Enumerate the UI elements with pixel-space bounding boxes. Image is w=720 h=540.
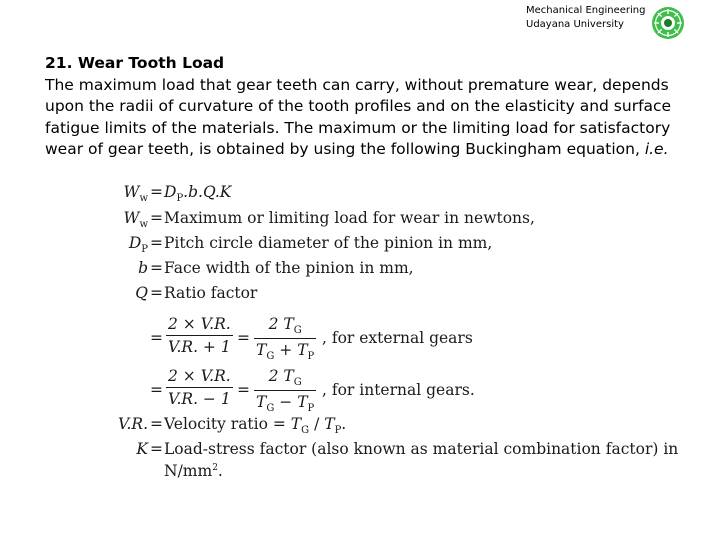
ext-den-1: V.R. + 1 [166,335,233,356]
ext-fraction-2 [254,315,316,362]
ext-den-2-op: + [274,341,298,359]
def-eq: = [150,209,163,227]
paragraph-ie: i.e. [644,140,669,158]
int-num-2: 2 T [268,367,294,385]
k-symbol: K [136,440,148,458]
def-symbol: D [128,234,142,252]
int-den-2b: T [297,393,308,411]
k-unit: N/mm [164,462,213,480]
def-eq: = [150,259,163,277]
vr-eq: = [150,415,163,433]
def-description: Ratio factor [164,284,258,302]
def-symbol-sub: P [141,244,148,255]
vr-t2-sub: P [334,425,342,436]
ext-den-2b-sub: P [307,351,315,362]
vr-t2: T [324,415,335,433]
paragraph-text: The maximum load that gear teeth can carry, without premature wear, depends upon the radii of curvature of the tooth profiles and on the elasticity and surface fatigue limits of the materials. The maximum or the limiting load for satisfactory wear of gear teeth, is obtained by using the following Buckingham equation, [45,75,672,158]
vr-description: Velocity ratio = [164,415,291,433]
buckingham-formula-block [100,181,700,481]
k-description: Load-stress factor (also known as material combination factor) in [164,440,679,458]
ext-fraction-1 [166,315,233,356]
eq-rhs-sub: P [176,193,184,204]
k-unit-sup: 2 [212,463,218,473]
ext-eq-2: = [237,329,250,347]
section-title: 21. Wear Tooth Load [45,54,225,72]
ext-num-2-sub: G [293,325,302,336]
eq-rhs-b: .b.Q.K [183,183,232,201]
ext-den-2b: T [297,341,308,359]
int-num-1: 2 × V.R. [168,367,231,385]
def-description: Maximum or limiting load for wear in newtons, [164,209,535,227]
institution-header [526,4,645,32]
def-eq: = [150,284,163,302]
int-den-2a: T [256,393,267,411]
int-den-1: V.R. − 1 [166,387,233,408]
def-symbol-sub: w [139,219,148,230]
int-eq-2: = [237,381,250,399]
eq-lhs: W [123,183,140,201]
section-paragraph [45,75,685,161]
ext-den-2a: T [256,341,267,359]
int-note: , for internal gears. [322,381,475,399]
ext-num-1: 2 × V.R. [168,315,231,333]
ext-note: , for external gears [322,329,473,347]
ext-den-2a-sub: G [266,351,275,362]
def-symbol: Q [135,284,148,302]
vr-slash: / [309,415,325,433]
def-symbol: W [123,209,140,227]
eq-rhs-a: D [164,183,177,201]
k-eq: = [150,440,163,458]
int-den-2b-sub: P [307,403,315,414]
k-end: . [217,462,223,480]
section-content [45,53,685,161]
header-department: Mechanical Engineering [526,5,646,16]
int-den-2-op: − [274,393,298,411]
vr-symbol: V.R. [117,415,148,433]
ext-num-2: 2 T [268,315,294,333]
int-fraction-1 [166,367,233,408]
vr-end: . [341,415,347,433]
university-logo-icon [651,6,685,40]
def-eq: = [150,234,163,252]
int-eq: = [150,381,163,399]
def-description: Pitch circle diameter of the pinion in mm, [164,234,493,252]
int-num-2-sub: G [293,377,302,388]
eq-sign: = [150,183,163,201]
vr-t1: T [290,415,302,433]
eq-lhs-sub: w [139,193,148,204]
vr-t1-sub: G [301,425,310,436]
int-fraction-2 [254,367,316,414]
header-university: Udayana University [526,19,624,30]
ext-eq: = [150,329,163,347]
def-symbol: b [138,259,148,277]
def-description: Face width of the pinion in mm, [164,259,414,277]
int-den-2a-sub: G [266,403,275,414]
